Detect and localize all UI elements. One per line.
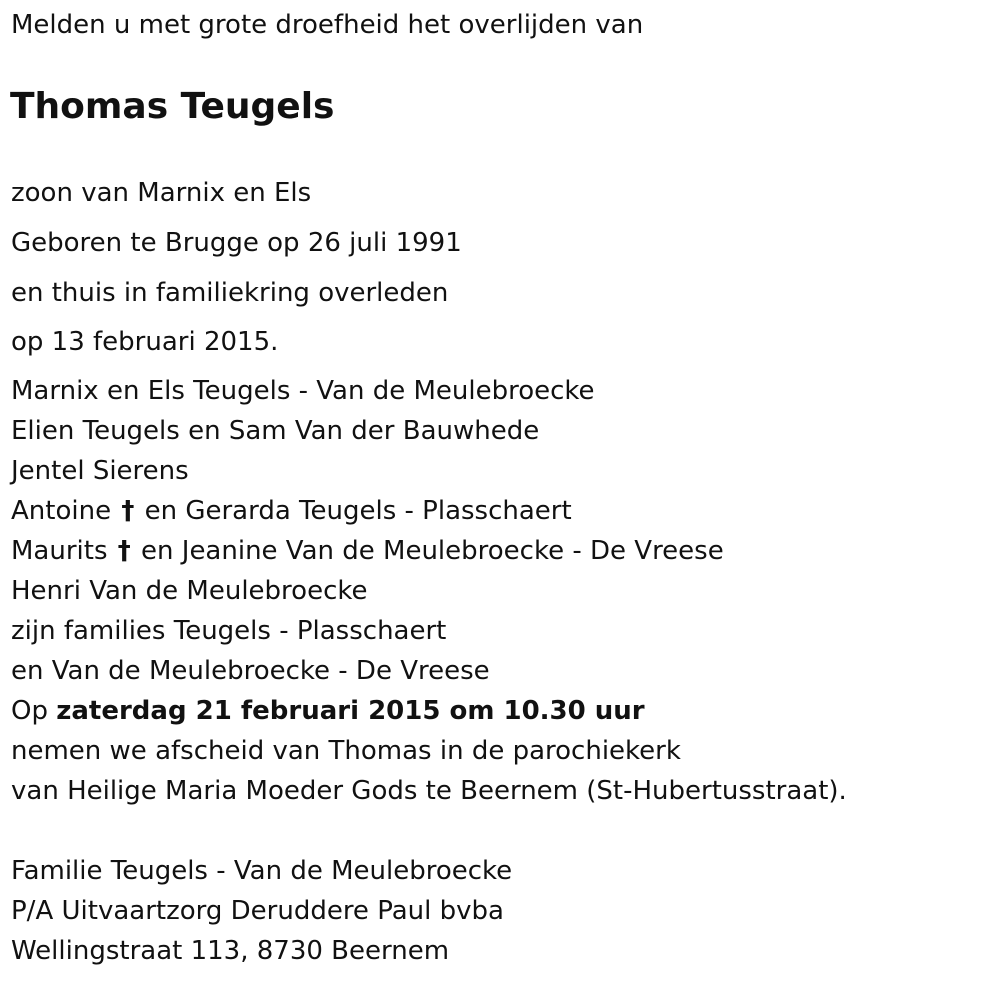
ceremony-line-1 [11, 694, 645, 728]
ceremony-datetime: zaterdag 21 februari 2015 om 10.30 uur [56, 696, 645, 726]
contact-undertaker: P/A Uitvaartzorg Deruddere Paul bvba [11, 896, 504, 926]
family-line-4-rest: en Gerarda Teugels - Plasschaert [144, 496, 572, 526]
cross-icon: † [121, 496, 135, 526]
parents-text: zoon van Marnix en Els [11, 178, 312, 208]
deceased-name: Thomas Teugels [10, 86, 335, 127]
family-line-4-name: Antoine [11, 496, 112, 526]
ceremony-line-2: nemen we afscheid van Thomas in de parochiekerk [11, 736, 681, 766]
intro-text: Melden u met grote droefheid het overlijden van [11, 10, 644, 40]
family-line-3: Jentel Sierens [11, 456, 189, 486]
family-line-5-rest: en Jeanine Van de Meulebroecke - De Vreese [141, 536, 724, 566]
family-line-5 [11, 534, 724, 568]
ceremony-prefix: Op [11, 696, 48, 726]
contact-address: Wellingstraat 113, 8730 Beernem [11, 936, 450, 966]
family-line-5-name: Maurits [11, 536, 108, 566]
ceremony-line-3: van Heilige Maria Moeder Gods te Beernem (St-Hubertusstraat). [11, 776, 847, 806]
family-line-2: Elien Teugels en Sam Van der Bauwhede [11, 416, 540, 446]
death-text-line2: op 13 februari 2015. [11, 327, 279, 357]
family-line-6: Henri Van de Meulebroecke [11, 576, 368, 606]
family-line-8: en Van de Meulebroecke - De Vreese [11, 656, 490, 686]
birth-text: Geboren te Brugge op 26 juli 1991 [11, 228, 462, 258]
death-text-line1: en thuis in familiekring overleden [11, 278, 449, 308]
contact-family: Familie Teugels - Van de Meulebroecke [11, 856, 513, 886]
family-line-1: Marnix en Els Teugels - Van de Meulebroecke [11, 376, 595, 406]
cross-icon: † [117, 536, 131, 566]
family-line-7: zijn families Teugels - Plasschaert [11, 616, 447, 646]
family-line-4 [11, 494, 572, 528]
